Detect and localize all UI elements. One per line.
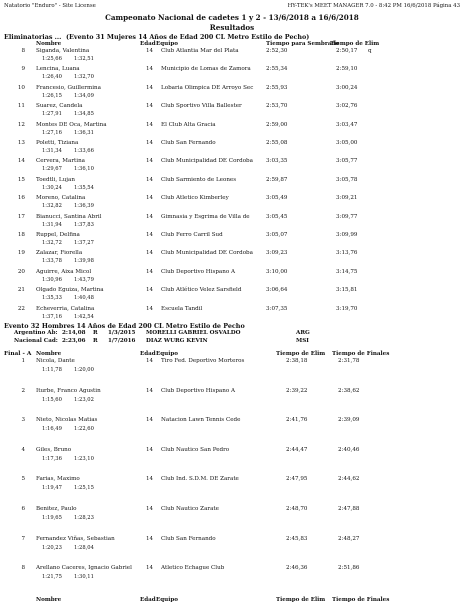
final-time: 3:09,77	[336, 213, 358, 220]
table-row	[0, 122, 464, 140]
place: 3	[21, 417, 25, 424]
split-1: 1:11,78	[42, 367, 62, 373]
table-row	[0, 447, 464, 465]
table-row	[0, 417, 464, 435]
team: Club Municipalidad DE Cordoba	[161, 158, 253, 165]
age: 14	[146, 268, 154, 275]
team: Club San Fernando	[161, 535, 216, 542]
table-row	[0, 565, 464, 583]
seed-time: 2:47,95	[286, 476, 308, 483]
split-2: 1:36,10	[74, 166, 94, 173]
final-time: 3:05,77	[336, 158, 358, 165]
split-1: 1:32,72	[42, 240, 62, 246]
swimmer-name: Fernandez Viñas, Sebastian	[36, 535, 115, 542]
final-time: 3:09,99	[336, 232, 358, 238]
swimmer-name: Lencina, Luana	[36, 66, 80, 73]
age: 14	[146, 140, 154, 146]
record-holder: MORELLI GABRIEL OSVALDO	[146, 330, 241, 336]
final-time: 3:09,21	[336, 195, 358, 202]
team: Club Atletico Kimberley	[161, 195, 229, 202]
team: Club Sportivo Villa Ballester	[161, 103, 242, 110]
place: 1	[21, 358, 25, 364]
final-time: 3:05,78	[336, 176, 358, 183]
swimmer-name: Giles, Bruno	[36, 446, 72, 453]
table-row	[0, 476, 464, 494]
place: 21	[17, 287, 25, 294]
split-1: 1:32,82	[42, 203, 62, 210]
place: 10	[17, 84, 25, 91]
final-time: 2:51,86	[338, 565, 360, 572]
team: Club Nautico San Pedro	[161, 446, 230, 453]
split-2: 1:28,23	[74, 515, 94, 521]
split-1: 1:30,96	[42, 276, 62, 283]
age: 14	[146, 158, 154, 165]
place: 15	[17, 176, 25, 183]
table-row	[0, 287, 464, 305]
swimmer-name: Toedtli, Lujan	[36, 176, 75, 183]
final-time: 2:48,27	[338, 535, 360, 542]
table-row	[0, 66, 464, 84]
table-row	[0, 536, 464, 554]
swimmer-name: Zalazar, Fiorella	[36, 250, 83, 257]
split-2: 1:32,51	[74, 56, 94, 62]
col-age: Edad	[140, 41, 156, 47]
split-1: 1:29,67	[42, 166, 62, 173]
event31-prefix: Eliminatorias ...	[4, 33, 62, 41]
final-time: 3:14,75	[336, 268, 358, 275]
event31-title: (Evento 31 Mujeres 14 Años de Edad 200 CL Metro Estilo de Pecho)	[66, 33, 310, 41]
split-2: 1:34,09	[74, 92, 94, 99]
swimmer-name: Olgado Eguiza, Martina	[36, 287, 104, 294]
split-1: 1:20,23	[42, 544, 62, 551]
place: 22	[17, 305, 25, 312]
seed-time: 2:45,83	[286, 535, 308, 542]
team: Club Sarmiento de Leones	[161, 176, 237, 183]
split-2: 1:36,31	[74, 129, 94, 136]
table-row	[0, 306, 464, 324]
final-time: 2:50,17	[336, 48, 358, 54]
place: 6	[21, 506, 25, 512]
table-row	[0, 158, 464, 176]
place: 7	[21, 535, 25, 542]
age: 14	[146, 446, 154, 453]
split-2: 1:22,60	[74, 426, 94, 433]
team: Municipio de Lomas de Zamora	[161, 66, 251, 73]
place: 5	[21, 476, 25, 483]
team: Club Deportivo Hispano A	[161, 387, 236, 394]
team: Gimnasia y Esgrima de Villa de	[161, 213, 250, 220]
seed-time: 3:03,35	[266, 158, 288, 165]
seed-time: 2:59,00	[266, 121, 288, 128]
team: Club San Fernando	[161, 140, 216, 146]
seed-time: 2:55,34	[266, 66, 288, 73]
age: 14	[146, 232, 154, 238]
record-holder: DIAZ WURG KEVIN	[146, 338, 208, 344]
team: Club Deportivo Hispano A	[161, 268, 236, 275]
split-2: 1:28,04	[74, 544, 94, 551]
place: 17	[17, 213, 25, 220]
record-time: 2:14,08	[62, 330, 86, 336]
split-2: 1:20,00	[74, 367, 94, 373]
meet-title: Campeonato Nacional de cadetes 1 y 2 - 13/6/2018 a 16/6/2018	[105, 13, 359, 22]
seed-time: 3:10,00	[266, 268, 288, 275]
split-1: 1:27,91	[42, 111, 62, 118]
split-2: 1:23,02	[74, 396, 94, 403]
seed-time: 2:55,93	[266, 84, 288, 91]
seed-time: 3:09,23	[266, 250, 288, 257]
split-2: 1:37,83	[74, 221, 94, 228]
final-time: 2:31,78	[338, 358, 360, 364]
age: 14	[146, 287, 154, 294]
team: Tiro Fed. Deportivo Morteros	[161, 358, 245, 364]
split-2: 1:43,79	[74, 276, 94, 283]
table-row	[0, 85, 464, 103]
place: 8	[21, 565, 25, 572]
place: 4	[21, 446, 25, 453]
final-time: 3:05,00	[336, 140, 358, 146]
seed-time: 3:05,07	[266, 232, 288, 238]
split-1: 1:35,33	[42, 295, 62, 302]
table-row	[0, 214, 464, 232]
swimmer-name: Aguirre, Aixa Micol	[36, 268, 92, 275]
place: 13	[17, 140, 25, 146]
age: 14	[146, 84, 154, 91]
col-team: Equipo	[156, 351, 179, 357]
col-final: Tiempo de Finales	[332, 351, 390, 357]
table-row	[0, 506, 464, 524]
qualifier-mark: q	[368, 48, 372, 54]
split-2: 1:36,39	[74, 203, 94, 210]
split-1: 1:25,66	[42, 56, 62, 62]
table-row	[0, 358, 464, 376]
split-2: 1:35,54	[74, 184, 94, 191]
swimmer-name: Francesio, Guillermina	[36, 84, 101, 91]
record-date: 1/7/2016	[108, 338, 136, 344]
seed-time: 2:55,08	[266, 140, 288, 146]
swimmer-name: Poletti, Tiziana	[36, 140, 79, 146]
seed-time: 3:05,49	[266, 195, 288, 202]
place: 20	[17, 268, 25, 275]
seed-time: 3:05,45	[266, 213, 288, 220]
seed-time: 3:07,35	[266, 305, 288, 312]
swimmer-name: Montes DE Oca, Martina	[36, 121, 107, 128]
table-row	[0, 269, 464, 287]
place: 14	[17, 158, 25, 165]
record-date: 1/3/2015	[108, 330, 136, 336]
age: 14	[146, 506, 154, 512]
split-1: 1:26,40	[42, 74, 62, 81]
swimmer-name: Farias, Maximo	[36, 476, 80, 483]
results-subtitle: Resultados	[209, 23, 255, 32]
split-1: 1:31,94	[42, 221, 62, 228]
table-row	[0, 177, 464, 195]
record-r: R	[93, 330, 98, 336]
place: 16	[17, 195, 25, 202]
split-1: 1:31,34	[42, 148, 62, 154]
age: 14	[146, 176, 154, 183]
swimmer-name: Suarez, Candela	[36, 103, 83, 110]
footer-col-seed: Tiempo de Elim	[276, 597, 326, 603]
table-row	[0, 195, 464, 213]
split-1: 1:27,16	[42, 129, 62, 136]
team: Natacion Lawn Tennis Cede	[161, 417, 241, 424]
final-time: 2:47,88	[338, 506, 360, 512]
swimmer-name: Moreno, Catalina	[36, 195, 86, 202]
split-1: 1:17,36	[42, 455, 62, 462]
age: 14	[146, 305, 154, 312]
record-r: R	[93, 338, 98, 344]
final-time: 3:02,76	[336, 103, 358, 110]
col-final: Tiempo de Elim	[330, 41, 380, 47]
seed-time: 2:44,47	[286, 446, 308, 453]
seed-time: 2:48,70	[286, 506, 308, 512]
split-2: 1:42,54	[74, 313, 94, 320]
split-1: 1:16,49	[42, 426, 62, 433]
split-2: 1:23,10	[74, 455, 94, 462]
seed-time: 2:39,22	[286, 387, 308, 394]
seed-time: 2:52,30	[266, 48, 288, 54]
col-age: Edad	[140, 351, 156, 357]
final-a-label: Final - A	[4, 351, 32, 357]
seed-time: 2:38,18	[286, 358, 308, 364]
seed-time: 2:59,87	[266, 176, 288, 183]
split-1: 1:30,24	[42, 184, 62, 191]
team: Lobaria Olimpica DE Arroyo Sec	[161, 84, 254, 91]
record-time: 2:23,06	[62, 338, 86, 344]
record-team: MSI	[296, 338, 309, 344]
team: Club Municipalidad DE Cordoba	[161, 250, 253, 257]
final-time: 2:44,62	[338, 476, 360, 483]
age: 14	[146, 387, 154, 394]
footer-col-team: Equipo	[156, 597, 179, 603]
final-time: 3:15,81	[336, 287, 358, 294]
seed-time: 2:53,70	[266, 103, 288, 110]
split-2: 1:37,27	[74, 240, 94, 246]
col-name: Nombre	[36, 351, 62, 357]
team: Atletico Echague Club	[161, 565, 225, 572]
split-1: 1:33,78	[42, 258, 62, 265]
split-2: 1:32,70	[74, 74, 94, 81]
split-2: 1:33,66	[74, 148, 94, 154]
age: 14	[146, 476, 154, 483]
final-time: 2:39,09	[338, 417, 360, 424]
swimmer-name: Arellano Caceres, Ignacio Gabriel	[36, 565, 132, 572]
team: Club Ferro Carril Sud	[161, 232, 223, 238]
age: 14	[146, 103, 154, 110]
age: 14	[146, 417, 154, 424]
place: 19	[17, 250, 25, 257]
age: 14	[146, 358, 154, 364]
age: 14	[146, 195, 154, 202]
swimmer-name: Echeverria, Catalina	[36, 305, 95, 312]
table-row	[0, 232, 464, 250]
split-1: 1:19,65	[42, 515, 62, 521]
team: Club Ind. S.D.M. DE Zarate	[161, 476, 239, 483]
footer-col-final: Tiempo de Finales	[332, 597, 390, 603]
place: 9	[21, 66, 25, 73]
record-label: Argentino Ab:	[14, 330, 58, 336]
age: 14	[146, 250, 154, 257]
swimmer-name: Nicola, Dante	[36, 358, 75, 364]
final-time: 3:13,76	[336, 250, 358, 257]
col-name: Nombre	[36, 41, 62, 47]
split-1: 1:15,60	[42, 396, 62, 403]
table-row	[0, 250, 464, 268]
final-time: 2:38,62	[338, 387, 360, 394]
swimmer-name: Bianucci, Santina Abril	[36, 213, 102, 220]
split-1: 1:26,15	[42, 92, 62, 99]
footer-col-name: Nombre	[36, 597, 62, 603]
place: 2	[21, 387, 25, 394]
event32-title: Evento 32 Hombres 14 Años de Edad 200 CL Metro Estilo de Pecho	[4, 322, 245, 330]
swimmer-name: Iturbe, Franco Agustin	[36, 387, 101, 394]
split-1: 1:21,75	[42, 574, 62, 581]
place: 18	[17, 232, 25, 238]
split-2: 1:34,85	[74, 111, 94, 118]
seed-time: 2:41,76	[286, 417, 308, 424]
split-2: 1:25,15	[74, 485, 94, 492]
final-time: 3:03,47	[336, 121, 358, 128]
age: 14	[146, 121, 154, 128]
table-row	[0, 103, 464, 121]
place: 8	[21, 48, 25, 54]
team: Club Nautico Zarate	[161, 506, 219, 512]
age: 14	[146, 213, 154, 220]
final-time: 3:00,24	[336, 84, 358, 91]
seed-time: 2:46,36	[286, 565, 308, 572]
split-1: 1:19,47	[42, 485, 62, 492]
swimmer-name: Nieto, Nicolas Matias	[36, 417, 98, 424]
age: 14	[146, 535, 154, 542]
team: El Club Alta Gracia	[161, 121, 216, 128]
swimmer-name: Siganda, Valentina	[36, 48, 90, 54]
place: 11	[17, 103, 25, 110]
page-header-right: HY-TEK's MEET MANAGER 7.0 - 8:42 PM 16/6/2018 Página 43	[287, 3, 460, 9]
swimmer-name: Cervera, Martina	[36, 158, 86, 165]
footer-col-age: Edad	[140, 597, 156, 603]
swimmer-name: Ruppel, Delfina	[36, 232, 80, 238]
age: 14	[146, 66, 154, 73]
age: 14	[146, 565, 154, 572]
team: Club Atlético Velez Sarsfield	[161, 287, 242, 294]
page-header-left: Natatorio "Enduro" - Site License	[4, 3, 96, 9]
seed-time: 3:06,64	[266, 287, 288, 294]
final-time: 2:59,10	[336, 66, 358, 73]
place: 12	[17, 121, 25, 128]
record-label: Nacional Cad:	[14, 338, 58, 344]
age: 14	[146, 48, 154, 54]
final-time: 3:19,70	[336, 305, 358, 312]
split-2: 1:30,11	[74, 574, 94, 581]
split-2: 1:40,48	[74, 295, 94, 302]
col-seed: Tiempo de Elim	[276, 351, 326, 357]
table-row	[0, 388, 464, 406]
record-team: ARG	[296, 330, 310, 336]
col-seed: Tiempo para Sembrado	[266, 41, 340, 47]
split-2: 1:39,98	[74, 258, 94, 265]
final-time: 2:40,46	[338, 446, 360, 453]
team: Club Atlantia Mar del Plata	[161, 48, 239, 54]
table-row	[0, 48, 464, 66]
col-team: Equipo	[156, 41, 179, 47]
split-1: 1:37,16	[42, 313, 62, 320]
table-row	[0, 140, 464, 158]
swimmer-name: Benitez, Paulo	[36, 506, 77, 512]
team: Escuela Tandil	[161, 305, 203, 312]
